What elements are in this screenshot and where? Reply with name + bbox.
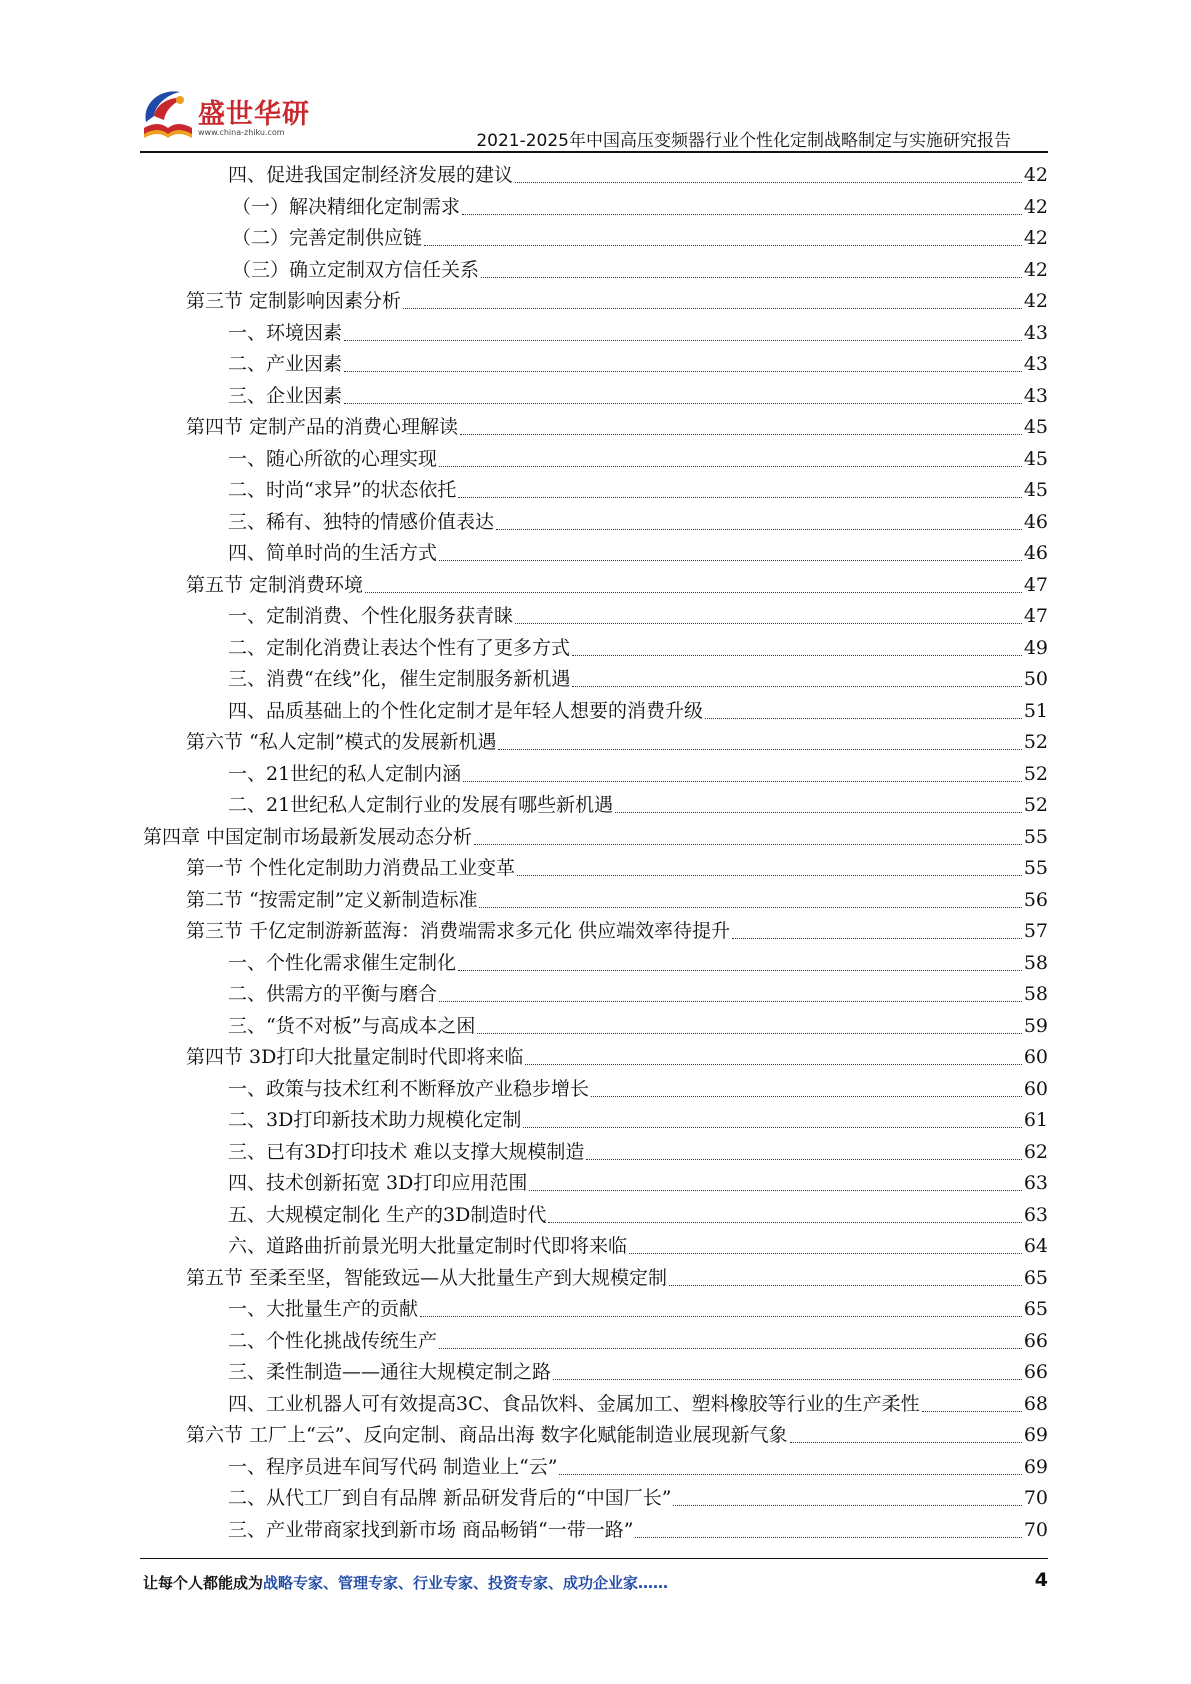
toc-entry[interactable] [140,381,1048,413]
toc-entry-title: 三、已有3D打印技术 难以支撑大规模制造 [228,1140,585,1163]
footer-slogan [143,1572,668,1593]
toc-entry[interactable] [140,727,1048,759]
toc-entry[interactable] [140,1231,1048,1263]
toc-leader-dots [477,1033,1021,1034]
toc-entry[interactable] [140,570,1048,602]
toc-entry[interactable] [140,318,1048,350]
toc-entry[interactable] [140,1389,1048,1421]
toc-entry[interactable] [140,1420,1048,1452]
toc-entry-page: 45 [1023,447,1048,470]
toc-entry[interactable] [140,601,1048,633]
toc-entry-page: 45 [1023,479,1048,501]
toc-entry-page: 60 [1023,1046,1048,1068]
toc-entry[interactable] [140,286,1048,318]
toc-entry-title: 三、柔性制造——通往大规模定制之路 [228,1361,552,1383]
toc-entry-page: 52 [1023,762,1048,785]
toc-entry-title: 三、消费“在线”化，催生定制服务新机遇 [228,668,571,690]
toc-entry[interactable] [140,853,1048,885]
toc-entry-page: 69 [1023,1424,1048,1446]
toc-leader-dots [635,1537,1021,1538]
toc-entry-page: 65 [1023,1298,1048,1320]
toc-entry[interactable] [140,1137,1048,1169]
toc-entry[interactable] [140,507,1048,539]
header-divider [140,151,1048,153]
toc-entry-page: 65 [1023,1266,1048,1289]
toc-leader-dots [525,1064,1021,1065]
toc-entry-page: 59 [1023,1014,1048,1037]
toc-leader-dots [669,1285,1022,1286]
toc-entry[interactable] [140,1074,1048,1106]
toc-leader-dots [591,1096,1022,1097]
toc-entry-page: 43 [1023,353,1048,375]
toc-leader-dots [479,907,1021,908]
toc-leader-dots [790,1442,1022,1443]
toc-entry-page: 42 [1023,290,1048,312]
toc-leader-dots [732,938,1022,939]
toc-entry-title: 一、21世纪的私人定制内涵 [228,762,462,785]
toc-leader-dots [705,718,1022,719]
toc-entry[interactable] [140,1168,1048,1200]
toc-entry-page: 42 [1023,258,1048,281]
toc-entry-page: 68 [1023,1392,1048,1415]
toc-leader-dots [498,749,1021,750]
toc-leader-dots [474,844,1022,845]
toc-entry-page: 42 [1023,195,1048,218]
toc-leader-dots [481,277,1022,278]
toc-entry-title: 一、定制消费、个性化服务获青睐 [228,605,514,627]
toc-entry[interactable] [140,1294,1048,1326]
logo-book-icon [140,82,196,146]
toc-entry-title: 二、供需方的平衡与磨合 [228,983,438,1005]
toc-entry-title: 三、稀有、独特的情感价值表达 [228,510,495,533]
company-logo [140,82,310,148]
toc-entry-page: 56 [1023,888,1048,911]
toc-leader-dots [439,1001,1022,1002]
toc-entry-page: 52 [1023,794,1048,816]
toc-entry-title: 一、大批量生产的贡献 [228,1298,419,1320]
toc-entry-title: （三）确立定制双方信任关系 [232,258,480,281]
toc-entry-title: 第六节 工厂上“云”、反向定制、商品出海 数字化赋能制造业展现新气象 [186,1424,788,1446]
table-of-contents [140,160,1048,1546]
toc-entry-title: 四、技术创新拓宽 3D打印应用范围 [228,1172,528,1194]
toc-entry[interactable] [140,1515,1048,1547]
toc-entry[interactable] [140,1452,1048,1484]
toc-leader-dots [462,214,1022,215]
toc-entry-title: 一、程序员进车间写代码 制造业上“云” [228,1455,558,1478]
toc-entry-page: 70 [1023,1518,1048,1541]
toc-entry-title: 第四章 中国定制市场最新发展动态分析 [143,825,473,848]
toc-entry[interactable] [140,1326,1048,1358]
toc-entry-page: 58 [1023,951,1048,974]
toc-entry-title: 一、个性化需求催生定制化 [228,951,457,974]
toc-entry-page: 47 [1023,605,1048,627]
toc-entry-title: 五、大规模定制化 生产的3D制造时代 [228,1203,547,1226]
toc-entry-page: 63 [1023,1172,1048,1194]
toc-entry[interactable] [140,475,1048,507]
toc-leader-dots [420,1316,1022,1317]
toc-leader-dots [553,1379,1022,1380]
toc-leader-dots [615,812,1022,813]
toc-entry[interactable] [140,1011,1048,1043]
toc-leader-dots [458,497,1021,498]
toc-leader-dots [344,371,1022,372]
toc-leader-dots [559,1474,1021,1475]
toc-entry-page: 66 [1023,1361,1048,1383]
toc-entry[interactable] [140,538,1048,570]
toc-entry-title: 第四节 定制产品的消费心理解读 [186,416,459,438]
toc-entry-title: 二、定制化消费让表达个性有了更多方式 [228,636,571,659]
toc-entry-page: 45 [1023,416,1048,438]
toc-entry-title: 四、促进我国定制经济发展的建议 [228,164,514,186]
toc-leader-dots [572,686,1021,687]
toc-leader-dots [460,434,1022,435]
toc-leader-dots [365,592,1022,593]
toc-leader-dots [529,1190,1021,1191]
toc-leader-dots [344,340,1022,341]
toc-entry-title: 二、从代工厂到自有品牌 新品研发背后的“中国厂长” [228,1487,672,1509]
toc-entry-page: 57 [1023,920,1048,942]
toc-entry-title: 三、产业带商家找到新市场 商品畅销“一带一路” [228,1518,634,1541]
toc-entry-page: 51 [1023,699,1048,722]
toc-entry-page: 52 [1023,731,1048,753]
toc-entry-title: 第三节 千亿定制游新蓝海：消费端需求多元化 供应端效率待提升 [186,920,731,942]
toc-entry[interactable] [140,223,1048,255]
toc-entry-title: （二）完善定制供应链 [232,227,423,249]
toc-entry[interactable] [140,790,1048,822]
toc-entry[interactable] [140,979,1048,1011]
toc-entry-title: 二、3D打印新技术助力规模化定制 [228,1109,522,1131]
toc-entry-page: 42 [1023,227,1048,249]
toc-entry-page: 64 [1023,1235,1048,1257]
toc-entry[interactable] [140,759,1048,791]
toc-leader-dots [463,781,1022,782]
toc-entry-title: 二、时尚“求异”的状态依托 [228,479,457,501]
footer-divider [140,1558,1048,1559]
toc-entry-page: 42 [1023,164,1048,186]
toc-leader-dots [496,529,1022,530]
toc-entry-title: 第一节 个性化定制助力消费品工业变革 [186,857,516,879]
toc-entry-title: 一、政策与技术红利不断释放产业稳步增长 [228,1077,590,1100]
toc-leader-dots [439,1348,1022,1349]
toc-entry-page: 46 [1023,542,1048,564]
toc-entry-title: 四、工业机器人可有效提高3C、食品饮料、金属加工、塑料橡胶等行业的生产柔性 [228,1392,920,1415]
toc-leader-dots [515,623,1022,624]
toc-leader-dots [673,1505,1021,1506]
toc-leader-dots [572,655,1022,656]
toc-entry-title: 一、环境因素 [228,321,343,344]
toc-leader-dots [344,403,1022,404]
toc-entry[interactable] [140,412,1048,444]
toc-leader-dots [629,1253,1022,1254]
brand-name: 盛世华研 [198,99,310,130]
toc-entry-page: 66 [1023,1329,1048,1352]
toc-entry-title: 六、道路曲折前景光明大批量定制时代即将来临 [228,1235,628,1257]
toc-entry-title: 四、品质基础上的个性化定制才是年轻人想要的消费升级 [228,699,704,722]
footer-slogan-lead: 让每个人都能成为 [143,1574,264,1592]
toc-leader-dots [548,1222,1021,1223]
toc-leader-dots [517,875,1022,876]
toc-leader-dots [586,1159,1021,1160]
toc-entry-page: 70 [1023,1487,1048,1509]
page-number: 4 [1034,1569,1048,1591]
toc-entry[interactable] [140,255,1048,287]
toc-entry[interactable] [140,1105,1048,1137]
toc-entry-page: 62 [1023,1140,1048,1163]
toc-entry-title: 四、简单时尚的生活方式 [228,542,438,564]
toc-leader-dots [439,466,1022,467]
toc-entry-title: 第二节 “按需定制”定义新制造标准 [186,888,478,911]
brand-url: www.china-zhiku.com [198,128,285,137]
toc-entry-page: 69 [1023,1455,1048,1478]
toc-entry[interactable] [140,822,1048,854]
toc-leader-dots [458,970,1022,971]
toc-entry-page: 47 [1023,573,1048,596]
toc-entry[interactable] [140,1483,1048,1515]
toc-entry[interactable] [140,1200,1048,1232]
toc-entry-title: 第三节 定制影响因素分析 [186,290,402,312]
toc-entry[interactable] [140,916,1048,948]
toc-leader-dots [523,1127,1021,1128]
toc-entry-page: 61 [1023,1109,1048,1131]
report-title: 2021-2025年中国高压变频器行业个性化定制战略制定与实施研究报告 [476,131,1011,151]
toc-entry-title: 第六节 “私人定制”模式的发展新机遇 [186,731,497,753]
toc-entry[interactable] [140,192,1048,224]
toc-entry-title: 二、21世纪私人定制行业的发展有哪些新机遇 [228,794,614,816]
toc-entry-title: 二、个性化挑战传统生产 [228,1329,438,1352]
toc-leader-dots [403,308,1022,309]
toc-entry-page: 58 [1023,983,1048,1005]
toc-entry[interactable] [140,633,1048,665]
toc-leader-dots [424,245,1022,246]
toc-entry-page: 55 [1023,825,1048,848]
toc-entry[interactable] [140,1042,1048,1074]
toc-entry[interactable] [140,349,1048,381]
toc-entry-page: 43 [1023,321,1048,344]
toc-entry[interactable] [140,664,1048,696]
toc-entry[interactable] [140,444,1048,476]
toc-entry-title: 三、企业因素 [228,384,343,407]
toc-entry-page: 46 [1023,510,1048,533]
toc-entry[interactable] [140,1357,1048,1389]
toc-entry-page: 55 [1023,857,1048,879]
toc-entry[interactable] [140,948,1048,980]
toc-entry-page: 49 [1023,636,1048,659]
toc-entry-title: （一）解决精细化定制需求 [232,195,461,218]
toc-entry-title: 三、“货不对板”与高成本之困 [228,1014,476,1037]
toc-entry-title: 一、随心所欲的心理实现 [228,447,438,470]
toc-entry-title: 第五节 定制消费环境 [186,573,364,596]
toc-entry-page: 50 [1023,668,1048,690]
toc-leader-dots [439,560,1022,561]
toc-entry-page: 60 [1023,1077,1048,1100]
toc-entry-title: 第四节 3D打印大批量定制时代即将来临 [186,1046,524,1068]
toc-entry[interactable] [140,1263,1048,1295]
toc-entry-page: 63 [1023,1203,1048,1226]
toc-entry[interactable] [140,885,1048,917]
toc-entry-page: 43 [1023,384,1048,407]
footer-slogan-emphasis: 战略专家、管理专家、行业专家、投资专家、成功企业家…… [263,1574,669,1592]
toc-entry-title: 第五节 至柔至坚，智能致远—从大批量生产到大规模定制 [186,1266,668,1289]
toc-entry[interactable] [140,160,1048,192]
toc-leader-dots [515,182,1022,183]
toc-leader-dots [922,1411,1022,1412]
toc-entry[interactable] [140,696,1048,728]
toc-entry-title: 二、产业因素 [228,353,343,375]
